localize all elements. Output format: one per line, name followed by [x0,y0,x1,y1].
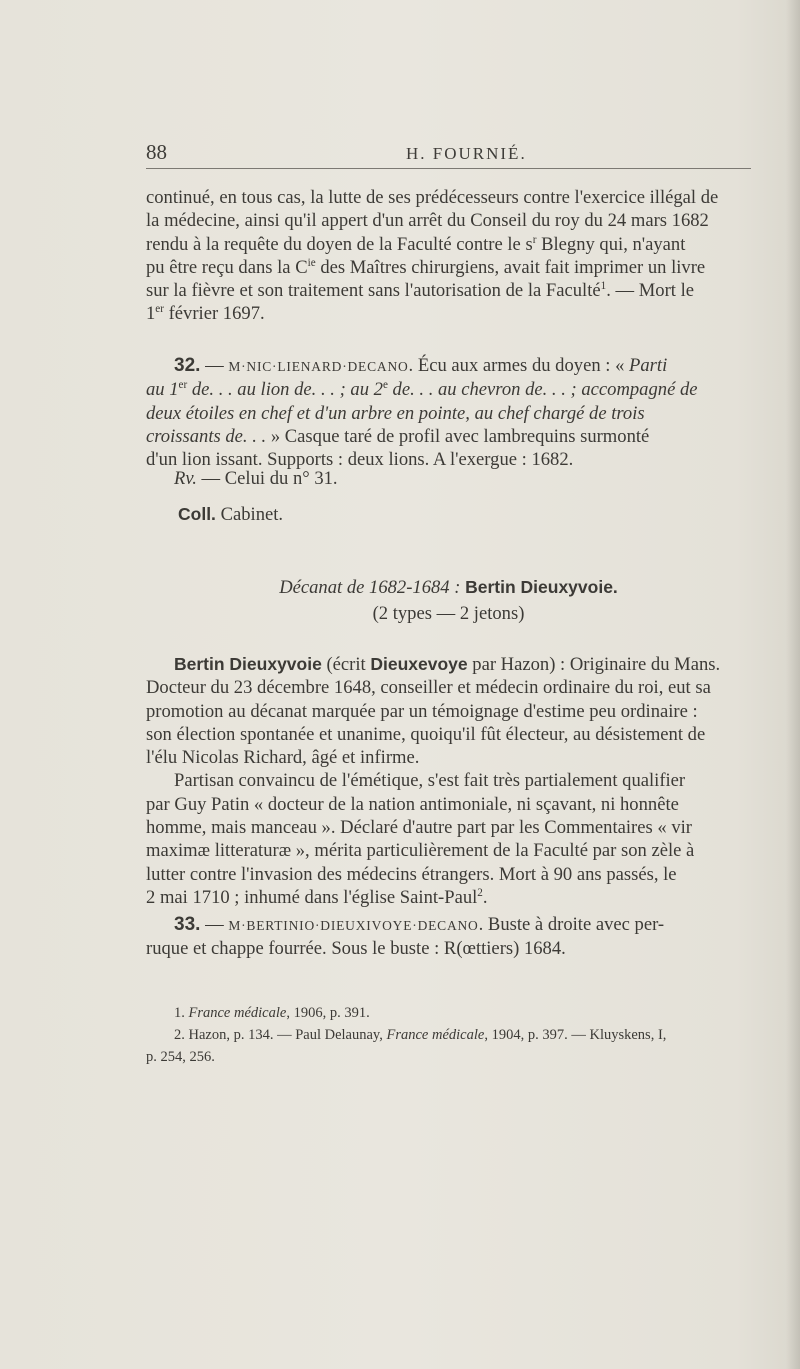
entry-32-line: deux étoiles en chef et d'un arbre en pointe, au chef chargé de trois [146,402,645,424]
text-line: 2 mai 1710 ; inhumé dans l'église Saint-Paul$^2$. [146,886,488,908]
text-line: pu être reçu dans la $C^{ie}$ des Maîtres chirurgiens, avait fait imprimer un livre [146,256,706,278]
text-line: lutter contre l'invasion des médecins étrangers. Mort à 90 ans passés, le [146,863,677,885]
footnotes [146,1002,751,1068]
footnote-2-continued: p. 254, 256. [146,1049,215,1065]
entry-33 [146,913,751,961]
text-line: continué, en tous cas, la lutte de ses prédécesseurs contre l'exercice illégal de [146,187,719,208]
text-line: Docteur du 23 décembre 1648, conseiller et médecin ordinaire du roi, eut sa [146,677,711,699]
biography-paragraph [146,653,751,909]
text-line: promotion au décanat marquée par un témoignage d'estime peu ordinaire : [146,700,698,722]
entry-legend: M·BERTINIO·DIEUXIVOYE·DECANO [228,918,479,933]
page-header [146,134,751,169]
footnote-ref: 2 [477,886,483,899]
person-name: Bertin Dieuxyvoie [174,654,322,674]
footnote-1: 1. France médicale, 1906, p. 391. [174,1005,370,1021]
page-edge-shadow [786,0,800,1369]
section-subtitle: (2 types — 2 jetons) [372,603,525,624]
text-line: la médecine, ainsi qu'il appert d'un arrêt du Conseil du roy du 24 mars 1682 [146,210,709,232]
entry-32 [146,354,751,471]
entry-number: 32. [174,355,201,376]
text-line: son élection spontanée et unanime, quoiqu'il fût électeur, au désistement de [146,723,706,745]
section-title: Décanat de 1682-1684 : Bertin Dieuxyvoie. [279,577,618,598]
entry-32-line: 32. — M·NIC·LIENARD·DECANO. Écu aux armes du doyen : « Parti [174,355,668,376]
entry-32-line: au 1er de. . . au lion de. . . ; au 2e de. . . au chevron de. . . ; accompagné de [146,379,698,401]
text-line: rendu à la requête du doyen de la Faculté contre le $s^r$ Blegny qui, n'ayant [146,233,686,255]
text-line: l'élu Nicolas Richard, âgé et infirme. [146,747,420,769]
collection-line: Coll. Cabinet. [178,504,284,525]
entry-legend: M·NIC·LIENARD·DECANO [228,359,409,374]
page-number: 88 [146,140,167,164]
reverse-line: Rv. — Celui du n° 31. [174,468,338,489]
text-line: sur la fièvre et son traitement sans l'autorisation de la Faculté$^1$. — Mort le [146,280,694,302]
text-line: maximæ litteraturæ », mérita particulièrement de la Faculté par son zèle à [146,840,695,862]
entry-33-line: ruque et chappe fourrée. Sous le buste : R(œttiers) 1684. [146,938,566,960]
text-line: par Guy Patin « docteur de la nation antimoniale, ni sçavant, ni honnête [146,793,679,815]
text-line: Partisan convaincu de l'émétique, s'est fait très partialement qualifier [174,770,686,792]
running-head: H. FOURNIÉ. [406,144,527,163]
footnote-ref: 1 [600,280,607,292]
paragraph-continuation [146,186,751,326]
entry-33-line: 33. — M·BERTINIO·DIEUXIVOYE·DECANO. Buste à droite avec per- [174,914,665,935]
entry-32-line: croissants de. . . » Casque taré de profil avec lambrequins surmonté [146,425,650,447]
entry-32-line: d'un lion issant. Supports : deux lions. A l'exergue : 1682. [146,449,574,471]
text-line: 1er février 1697. [146,303,265,325]
footnote-2: 2. Hazon, p. 134. — Paul Delaunay, France médicale, 1904, p. 397. — Kluyskens, I, [174,1027,667,1043]
entry-number: 33. [174,914,201,935]
text-line: homme, mais manceau ». Déclaré d'autre part par les Commentaires « vir [146,817,692,839]
text-line: Bertin Dieuxyvoie (écrit Dieuxevoye par Hazon) : Originaire du Mans. [174,654,721,675]
